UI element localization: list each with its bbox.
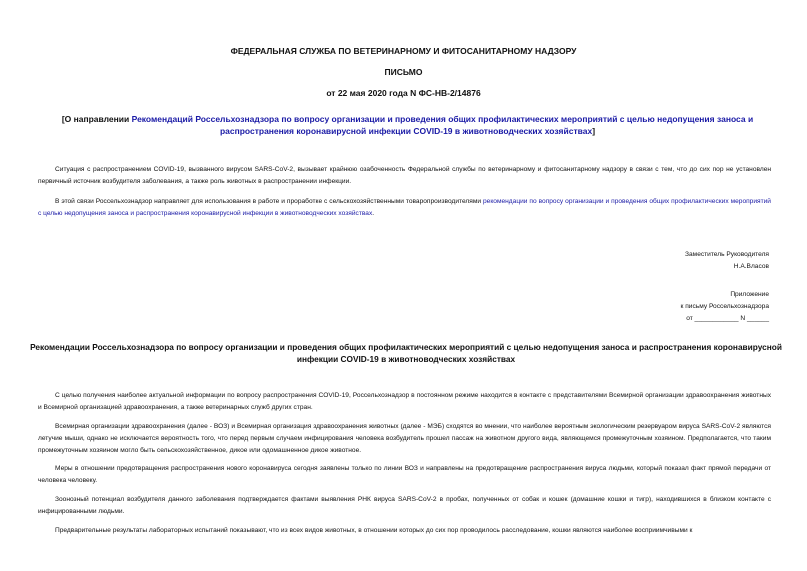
document-type: ПИСЬМО xyxy=(384,67,423,77)
appendix-reference: к письму Россельхознадзора xyxy=(680,303,769,310)
signature-block xyxy=(685,249,769,273)
recommendations-paragraph-1: С целью получения наиболее актуальной информации по вопросу распространения COVID-19, Россельхознадзор в постоянном режиме находится в контакте с представителями Всемирной организации здравоохранения животных и Всемирной организацией здравоохранения, а также ветеринарных служб других стран. xyxy=(38,392,771,411)
subject-bracket-close: ] xyxy=(592,126,596,136)
recommendations-paragraph-5: Предварительные результаты лабораторных испытаний показывают, что из всех видов животных, в отношении которых до сих пор проводилось расследование, кошки являются наиболее восприимчивыми к xyxy=(55,527,693,534)
recommendations-link[interactable]: рекомендации по вопросу организации и проведения общих профилактических мероприятий с целью недопущения заноса и распространения коронавирусной инфекции в животноводческих хозяйствах xyxy=(38,198,771,217)
agency-heading: ФЕДЕРАЛЬНАЯ СЛУЖБА ПО ВЕТЕРИНАРНОМУ И ФИТОСАНИТАРНОМУ НАДЗОРУ xyxy=(230,46,577,56)
signatory-name: Н.А.Власов xyxy=(733,263,769,270)
subject-link[interactable]: Рекомендаций Россельхознадзора по вопросу организации и проведения общих профилактических мероприятий с целью недопущения заноса и распространения коронавирусной инфекции COVID-19 в животноводческих хозяйствах xyxy=(131,114,754,136)
signatory-position: Заместитель Руководителя xyxy=(685,251,769,258)
paragraph-2-end: . xyxy=(372,210,375,217)
letter-paragraph-2 xyxy=(38,196,771,220)
recommendations-paragraph-2: Всемирная организации здравоохранения (далее - ВОЗ) и Всемирная организация здравоохранения животных (далее - МЭБ) сходятся во мнении, что наиболее вероятным экологическим резервуаром вируса SARS-CoV-2 являются летучие мыши, однако не исключается вероятность того, что перед первым случаем инфицирования человека возбудитель прошел пассаж на животном другого вида, являющемся промежуточным хозяином. Предполагается, что таким промежуточным хозяином могло быть сельскохозяйственное, дикое или одомашненное дикое животное. xyxy=(38,423,771,454)
document-subject xyxy=(40,113,775,137)
paragraph-2-text: В этой связи Россельхознадзор направляет для использования в работе и проработке с сельскохозяйственными товаропроизводителями xyxy=(55,198,483,205)
recommendations-paragraph-4: Зоонозный потенциал возбудителя данного заболевания подтверждается фактами выявления РНК вируса SARS-CoV-2 в пробах, полученных от собак и кошек (домашние кошки и тигр), находившихся в близком контакте с инфицированными людьми. xyxy=(38,496,771,515)
appendix-label: Приложение xyxy=(730,291,769,298)
letter-paragraph-1: Ситуация с распространением COVID-19, вызванного вирусом SARS-CoV-2, вызывает крайнюю озабоченность Федеральной службы по ветеринарному и фитосанитарному надзору в связи с тем, что до сих пор не установлен первичный источник возбудителя заболевания, а также роль животных в распространении инфекции. xyxy=(38,166,771,185)
document-date-number: от 22 мая 2020 года N ФС-НВ-2/14876 xyxy=(326,88,481,98)
recommendations-title: Рекомендации Россельхознадзора по вопросу организации и проведения общих профилактических мероприятий с целью недопущения заноса и распространения коронавирусной инфекции COVID-19 в животноводческих хозяйствах xyxy=(30,342,782,364)
recommendations-paragraph-3: Меры в отношении предотвращения распространения нового коронавируса сегодня заявлены только по линии ВОЗ и направлены на предотвращение распространения вируса людьми, который показал факт прямой передачи от человека человеку. xyxy=(38,465,771,484)
appendix-block xyxy=(681,289,769,325)
appendix-date-blank: от ____________ N ______ xyxy=(686,315,769,322)
subject-bracket-open: [О направлении xyxy=(61,114,132,124)
